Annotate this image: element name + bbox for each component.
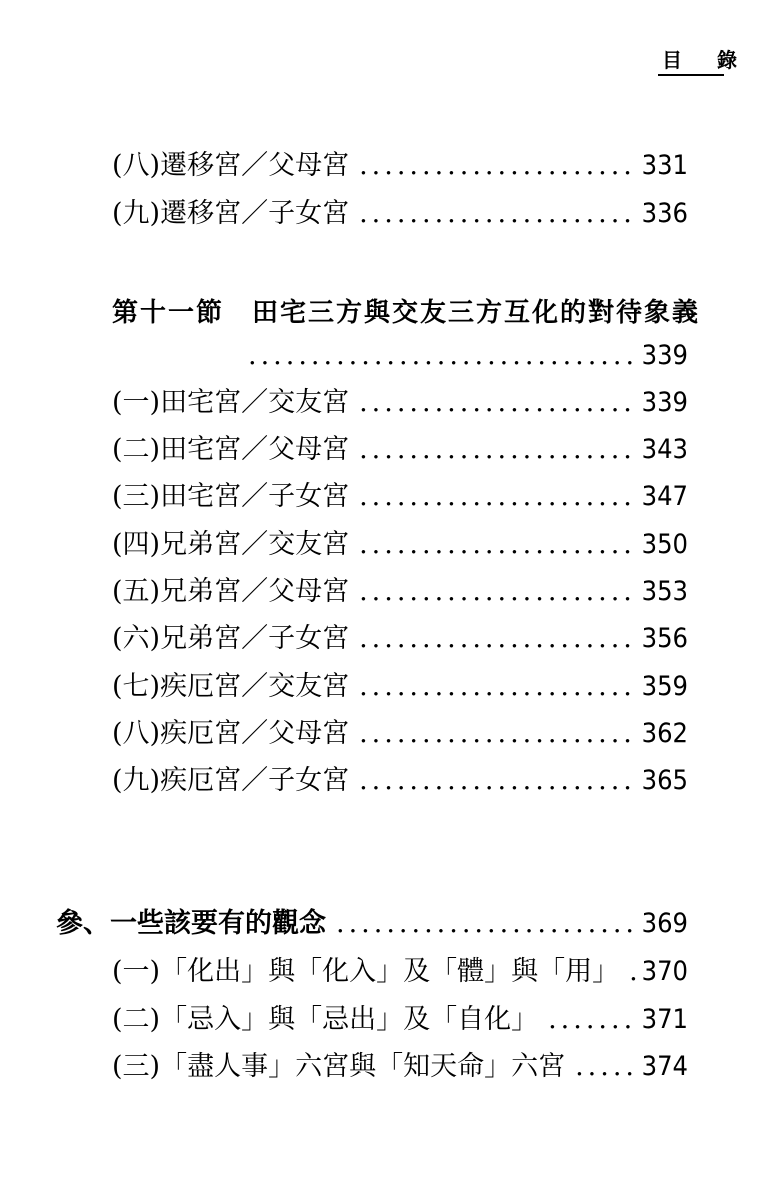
dot-leader [359, 200, 638, 227]
toc-entry-label: (七)疾厄宮／交友宮 [112, 671, 350, 702]
section-heading[interactable]: 第十一節 田宅三方與交友三方互化的對待象義 [112, 298, 701, 328]
page-header-title: 目 錄 [662, 48, 751, 72]
toc-entry[interactable] [112, 436, 688, 463]
toc-entry-page: 374 [641, 1051, 688, 1082]
toc-entry-page: 370 [641, 956, 688, 987]
dot-leader [359, 720, 638, 747]
toc-entry-label: (八)疾厄宮／父母宮 [112, 718, 350, 749]
toc-entry-page: 347 [641, 481, 688, 512]
toc-entry[interactable] [112, 958, 688, 985]
toc-entry-label: (一)「化出」與「化入」及「體」與「用」 [112, 956, 620, 987]
dot-leader [548, 1006, 638, 1033]
toc-entry-label: (一)田宅宮／交友宮 [112, 387, 350, 418]
toc-entry[interactable] [112, 625, 688, 652]
toc-entry-label: (二)「忌入」與「忌出」及「自化」 [112, 1004, 539, 1035]
toc-entry-label: (八)遷移宮／父母宮 [112, 150, 350, 181]
toc-entry-page: 339 [641, 387, 688, 418]
section-heading-leader-line [248, 342, 688, 369]
dot-leader [359, 673, 638, 700]
toc-entry-page: 362 [641, 718, 688, 749]
section-heading-page: 339 [641, 340, 688, 371]
toc-entry[interactable] [112, 1053, 688, 1080]
toc-entry-page: 353 [641, 576, 688, 607]
toc-entry[interactable] [112, 578, 688, 605]
dot-leader [359, 152, 638, 179]
toc-entry-label: (二)田宅宮／父母宮 [112, 434, 350, 465]
dot-leader [359, 436, 638, 463]
dot-leader [629, 958, 638, 985]
toc-entry[interactable] [112, 767, 688, 794]
toc-entry[interactable] [112, 1006, 688, 1033]
toc-entry[interactable] [112, 531, 688, 558]
toc-entry[interactable] [112, 152, 688, 179]
part-heading[interactable] [56, 910, 688, 937]
toc-entry-page: 365 [641, 765, 688, 796]
dot-leader [336, 910, 638, 937]
part-heading-title: 參、一些該要有的觀念 [56, 908, 326, 939]
toc-entry[interactable] [112, 720, 688, 747]
toc-entry[interactable] [112, 200, 688, 227]
toc-entry-label: (四)兄弟宮／交友宮 [112, 529, 350, 560]
toc-entry-page: 371 [641, 1004, 688, 1035]
toc-entry[interactable] [112, 483, 688, 510]
dot-leader [575, 1053, 638, 1080]
dot-leader [359, 389, 638, 416]
toc-entry[interactable] [112, 389, 688, 416]
toc-entry-page: 336 [641, 198, 688, 229]
toc-entry[interactable] [112, 673, 688, 700]
dot-leader [359, 625, 638, 652]
toc-entry-page: 350 [641, 529, 688, 560]
toc-entry-page: 356 [641, 623, 688, 654]
header-underline [658, 74, 724, 76]
toc-entry-page: 359 [641, 671, 688, 702]
toc-entry-label: (九)遷移宮／子女宮 [112, 198, 350, 229]
dot-leader [359, 531, 638, 558]
toc-entry-label: (三)田宅宮／子女宮 [112, 481, 350, 512]
toc-entry-label: (三)「盡人事」六宮與「知天命」六宮 [112, 1051, 566, 1082]
dot-leader [359, 483, 638, 510]
toc-entry-label: (九)疾厄宮／子女宮 [112, 765, 350, 796]
toc-entry-label: (五)兄弟宮／父母宮 [112, 576, 350, 607]
dot-leader [359, 578, 638, 605]
toc-entry-page: 343 [641, 434, 688, 465]
toc-entry-label: (六)兄弟宮／子女宮 [112, 623, 350, 654]
toc-entry-page: 331 [641, 150, 688, 181]
part-heading-page: 369 [641, 908, 688, 939]
dot-leader [359, 767, 638, 794]
dot-leader [248, 342, 638, 369]
